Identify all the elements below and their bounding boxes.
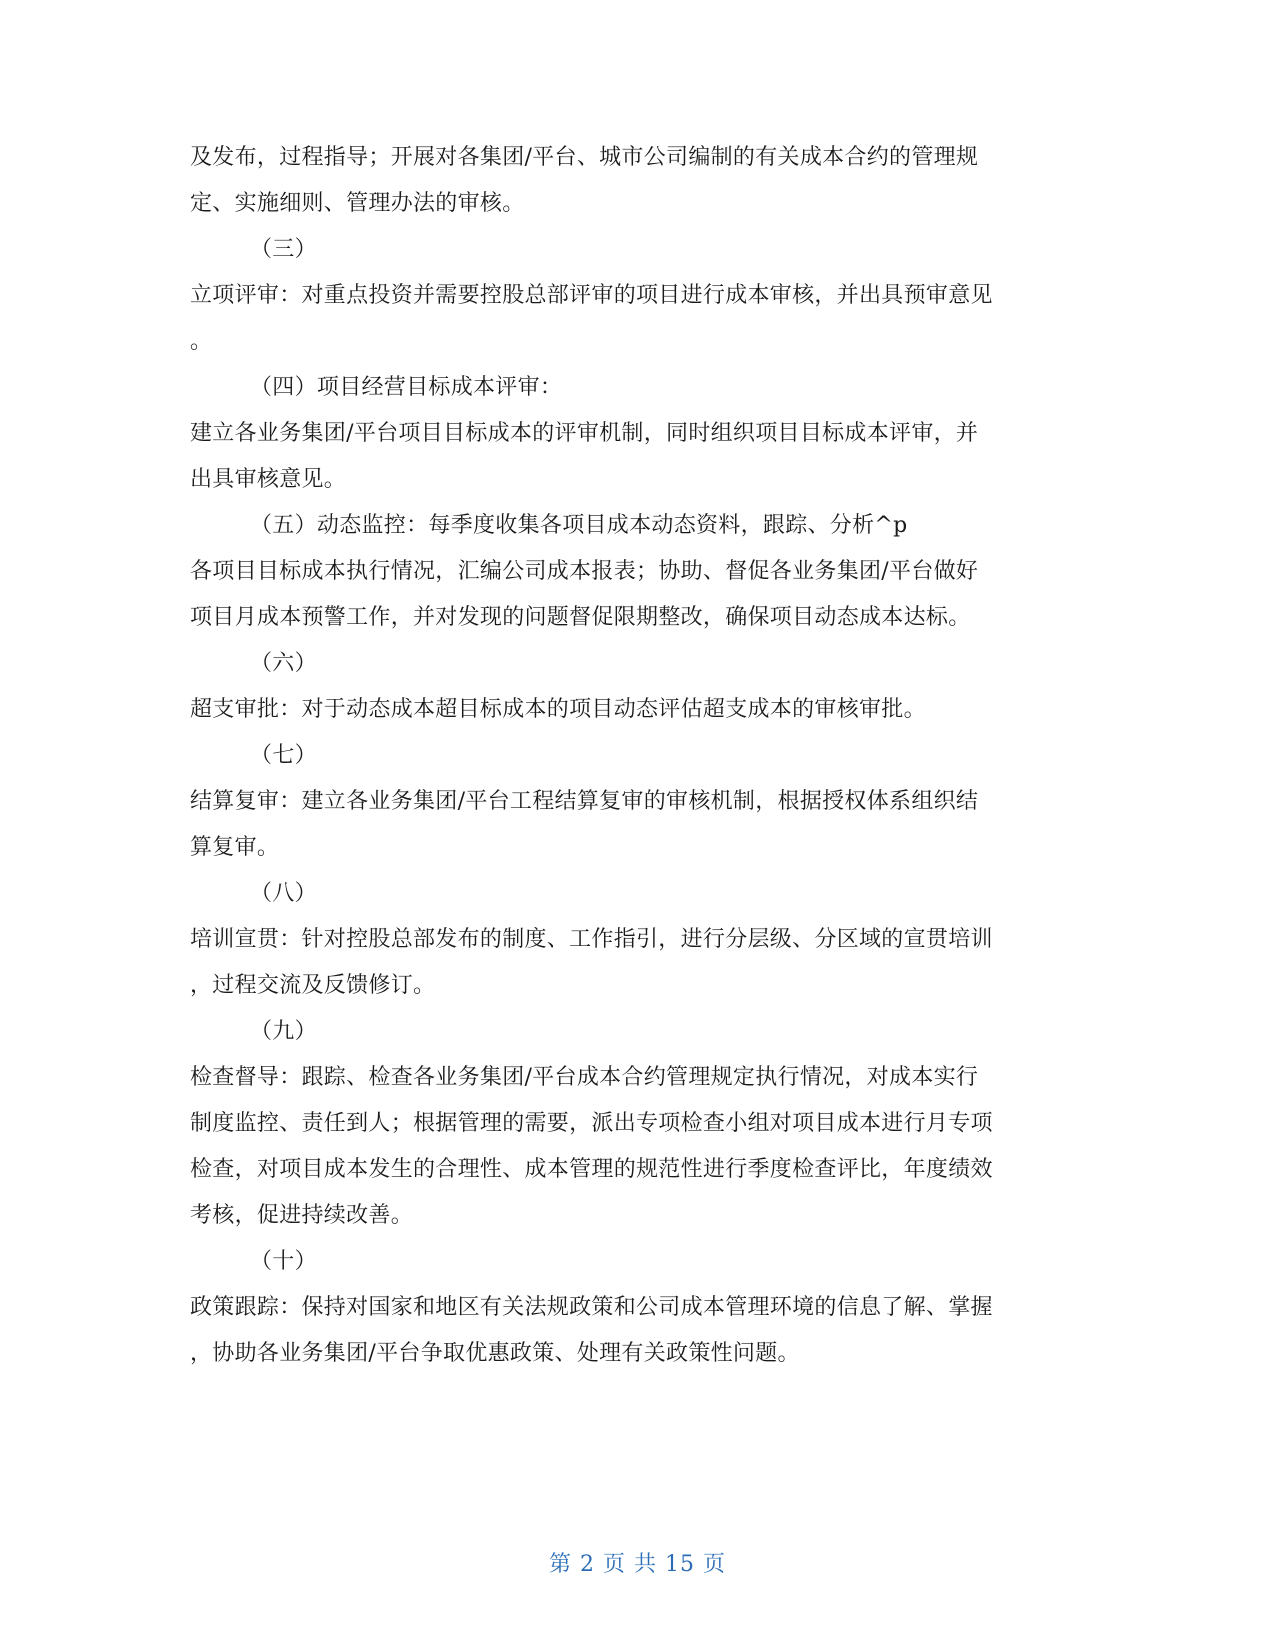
page-number-footer: 第 2 页 共 15 页: [549, 1552, 726, 1577]
section-heading: （十）: [250, 1249, 317, 1274]
body-line: 项目月成本预警工作，并对发现的问题督促限期整改，确保项目动态成本达标。: [190, 605, 971, 630]
body-line: 各项目目标成本执行情况，汇编公司成本报表；协助、督促各业务集团/平台做好: [190, 559, 979, 584]
body-line: 定、实施细则、管理办法的审核。: [190, 191, 525, 216]
body-line: 建立各业务集团/平台项目目标成本的评审机制，同时组织项目目标成本评审，并: [190, 421, 979, 446]
body-line: ，协助各业务集团/平台争取优惠政策、处理有关政策性问题。: [190, 1341, 800, 1366]
body-line: 及发布，过程指导；开展对各集团/平台、城市公司编制的有关成本合约的管理规: [190, 145, 979, 170]
body-line: 结算复审：建立各业务集团/平台工程结算复审的审核机制，根据授权体系组织结: [190, 789, 979, 814]
body-line: 政策跟踪：保持对国家和地区有关法规政策和公司成本管理环境的信息了解、掌握: [190, 1295, 993, 1320]
body-line: 超支审批：对于动态成本超目标成本的项目动态评估超支成本的审核审批。: [190, 697, 926, 722]
section-heading: （八）: [250, 881, 317, 906]
body-line: ，过程交流及反馈修订。: [190, 973, 436, 998]
body-line: 立项评审：对重点投资并需要控股总部评审的项目进行成本审核，并出具预审意见: [190, 283, 993, 308]
body-line: 出具审核意见。: [190, 467, 347, 492]
body-line: 检查，对项目成本发生的合理性、成本管理的规范性进行季度检查评比，年度绩效: [190, 1157, 993, 1182]
body-line: 培训宣贯：针对控股总部发布的制度、工作指引，进行分层级、分区域的宣贯培训: [190, 927, 993, 952]
section-heading: （四）项目经营目标成本评审：: [250, 375, 563, 400]
section-heading: （六）: [250, 651, 317, 676]
body-line: 算复审。: [190, 835, 280, 860]
body-line: 考核，促进持续改善。: [190, 1203, 414, 1228]
body-line: 制度监控、责任到人；根据管理的需要，派出专项检查小组对项目成本进行月专项: [190, 1111, 993, 1136]
section-heading: （九）: [250, 1019, 317, 1044]
body-line: 。: [190, 329, 213, 354]
section-heading: （三）: [250, 237, 317, 262]
body-line: 检查督导：跟踪、检查各业务集团/平台成本合约管理规定执行情况，对成本实行: [190, 1065, 979, 1090]
section-heading: （七）: [250, 743, 317, 768]
section-heading: （五）动态监控：每季度收集各项目成本动态资料，跟踪、分析^p: [250, 513, 908, 538]
